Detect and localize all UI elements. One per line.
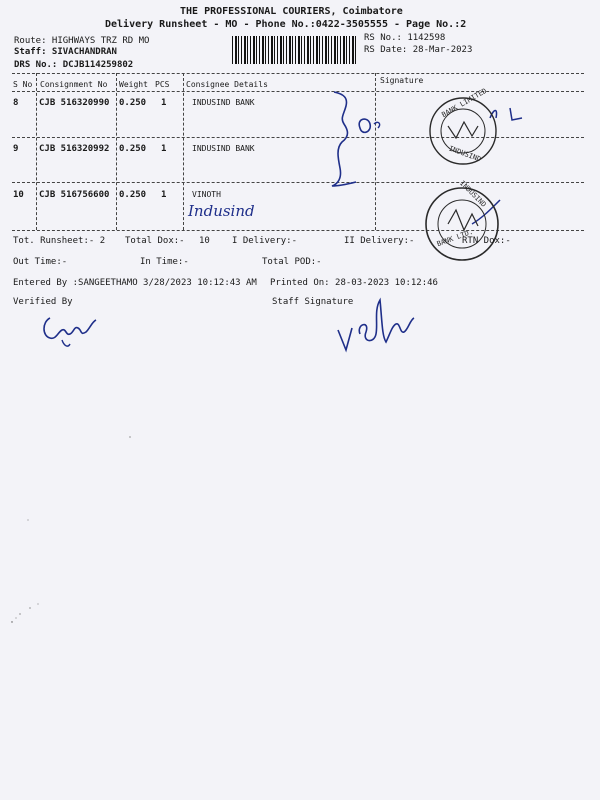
- table-row-sno: 9: [13, 144, 19, 154]
- total-pod: Total POD:-: [262, 257, 322, 267]
- header-consignment: Consignment No: [40, 80, 108, 89]
- staff-signature-label: Staff Signature: [272, 297, 354, 307]
- table-row-consignment: CJB 516756600: [39, 190, 110, 200]
- total-dox-label: Total Dox:-: [125, 236, 185, 246]
- table-row-pcs: 1: [161, 144, 167, 154]
- header-weight: Weight: [119, 80, 148, 89]
- table-row-weight: 0.250: [119, 190, 147, 200]
- stamp-text: INDUSIND: [447, 144, 483, 164]
- table-row-consignee: VINOTH: [192, 190, 221, 199]
- verified-by-label: Verified By: [13, 297, 73, 307]
- drs-number: DRS No.: DCJB114259802: [14, 60, 134, 70]
- stamp-text: BANK LIMITED: [440, 86, 489, 120]
- entered-by: Entered By :SANGEETHAMO 3/28/2023 10:12:43 AM: [13, 278, 257, 288]
- stamp-text: INDUSIND: [458, 179, 488, 209]
- out-time: Out Time:-: [13, 257, 68, 267]
- route-label: Route: HIGHWAYS TRZ RD MO: [14, 36, 150, 46]
- in-time: In Time:-: [140, 257, 189, 267]
- table-row-sno: 8: [13, 98, 19, 108]
- handwritten-consignee-note: Indusind: [188, 202, 255, 220]
- table-row-consignee: INDUSIND BANK: [192, 144, 255, 153]
- runsheet-subtitle: Delivery Runsheet - MO - Phone No.:0422-3505555 - Page No.:2: [105, 19, 467, 30]
- table-row-consignee: INDUSIND BANK: [192, 98, 255, 107]
- header-signature: Signature: [380, 76, 424, 85]
- table-row-consignment: CJB 516320992: [39, 144, 110, 154]
- stamp-text: BANK LTD.: [435, 227, 475, 249]
- rs-date: RS Date: 28-Mar-2023: [364, 45, 473, 55]
- i-delivery: I Delivery:-: [232, 236, 298, 246]
- staff-label: Staff: SIVACHANDRAN: [14, 47, 117, 57]
- rs-number: RS No.: 1142598: [364, 33, 446, 43]
- table-row-pcs: 1: [161, 98, 167, 108]
- table-row-weight: 0.250: [119, 98, 147, 108]
- tot-runsheet: Tot. Runsheet:- 2: [13, 236, 106, 246]
- ii-delivery: II Delivery:-: [344, 236, 415, 246]
- table-row-sno: 10: [13, 190, 24, 200]
- printed-on: Printed On: 28-03-2023 10:12:46: [270, 278, 438, 288]
- header-pcs: PCS: [155, 80, 170, 89]
- rtn-dox: RTN Dox:-: [462, 236, 511, 246]
- table-row-weight: 0.250: [119, 144, 147, 154]
- table-row-pcs: 1: [161, 190, 167, 200]
- table-row-consignment: CJB 516320990: [39, 98, 110, 108]
- company-title: THE PROFESSIONAL COURIERS, Coimbatore: [180, 6, 403, 17]
- header-sno: S No: [13, 80, 33, 89]
- header-consignee: Consignee Details: [186, 80, 268, 89]
- total-dox-value: 10: [199, 236, 210, 246]
